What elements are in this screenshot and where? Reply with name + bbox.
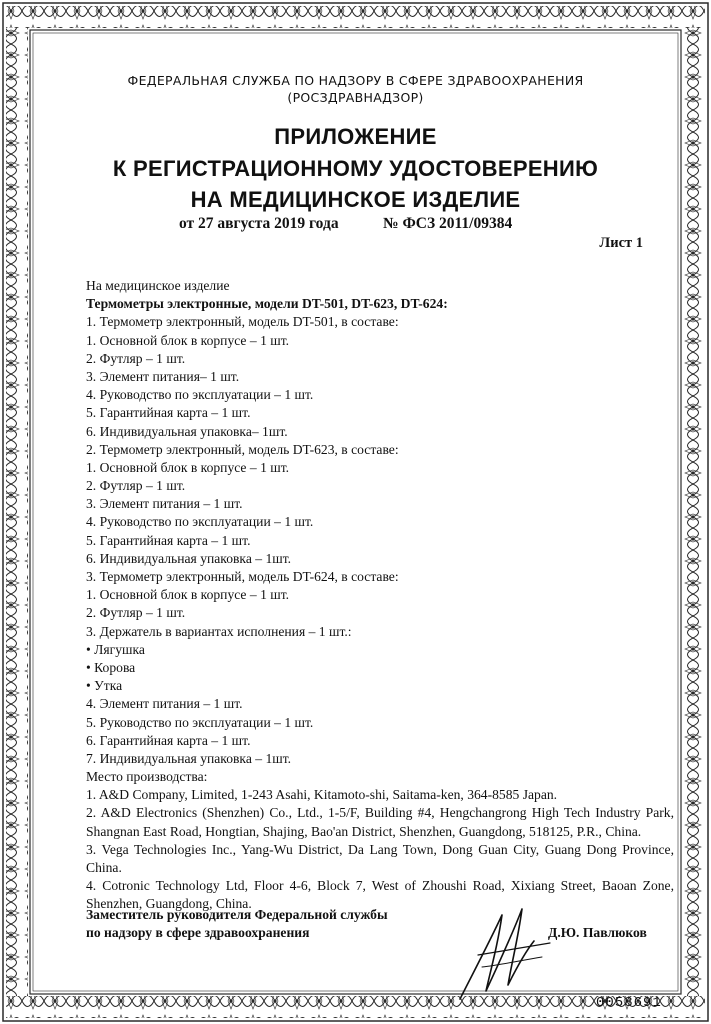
- issue-date: от 27 августа 2019 года: [179, 215, 339, 232]
- document-title: ПРИЛОЖЕНИЕ: [274, 124, 437, 149]
- body-line: 3. Термометр электронный, модель DT-624, в составе:: [86, 569, 399, 584]
- signatory-title: Заместитель руководителя Федеральной службы: [86, 907, 388, 922]
- body-line: 5. Гарантийная карта – 1 шт.: [86, 532, 251, 548]
- manufacturer-address: 3. Vega Technologies Inc., Yang-Wu District, Da Lang Town, Dong Guan City, Guang Dong Province, China.: [86, 841, 674, 876]
- body-line: • Лягушка: [86, 641, 145, 657]
- body-line: 5. Руководство по эксплуатации – 1 шт.: [86, 714, 314, 730]
- body-line: 4. Элемент питания – 1 шт.: [86, 696, 243, 712]
- sheet-number: Лист 1: [599, 235, 643, 251]
- serial-number: 0058691: [596, 995, 662, 1011]
- body-line: 3. Держатель в вариантах исполнения – 1 шт.:: [86, 623, 352, 639]
- manufacturer-address: 1. A&D Company, Limited, 1-243 Asahi, Kitamoto-shi, Saitama-ken, 364-8585 Japan.: [86, 787, 558, 803]
- device-name: Термометры электронные, модели DT-501, DT-623, DT-624:: [86, 296, 448, 312]
- body-line: 2. Термометр электронный, модель DT-623, в составе:: [86, 441, 399, 457]
- body-line: Место производства:: [86, 769, 208, 785]
- registration-number: № ФСЗ 2011/09384: [383, 215, 513, 232]
- body-line: 1. Основной блок в корпусе – 1 шт.: [86, 459, 290, 475]
- body-line: 2. Футляр – 1 шт.: [86, 350, 186, 366]
- signatory-name: Д.Ю. Павлюков: [548, 925, 647, 940]
- agency-abbreviation: (РОСЗДРАВНАДЗОР): [287, 90, 424, 105]
- body-line: На медицинское изделие: [86, 278, 230, 293]
- body-line: 1. Основной блок в корпусе – 1 шт.: [86, 332, 290, 348]
- handwritten-signature: [452, 895, 562, 1005]
- body-line: 6. Индивидуальная упаковка– 1шт.: [86, 423, 288, 439]
- signatory-title-line2: по надзору в сфере здравоохранения: [86, 925, 310, 940]
- body-line: 4. Руководство по эксплуатации – 1 шт.: [86, 387, 314, 403]
- body-line: 2. Футляр – 1 шт.: [86, 478, 186, 494]
- body-line: 3. Элемент питания – 1 шт.: [86, 496, 243, 512]
- body-line: 4. Руководство по эксплуатации – 1 шт.: [86, 514, 314, 530]
- body-line: 2. Футляр – 1 шт.: [86, 605, 186, 621]
- body-line: 6. Индивидуальная упаковка – 1шт.: [86, 550, 292, 566]
- body-line: 3. Элемент питания– 1 шт.: [86, 368, 240, 384]
- manufacturer-address: 2. A&D Electronics (Shenzhen) Co., Ltd., 1-5/F, Building #4, Hengchangrong High Tech Industry Park, Shangnan East Road, Hongtian, Shajing, Bao'an District, Shenzhen, Guangdong, 518125, P.R., China.: [86, 805, 674, 839]
- body-line: • Корова: [86, 659, 136, 675]
- agency-name: ФЕДЕРАЛЬНАЯ СЛУЖБА ПО НАДЗОРУ В СФЕРЕ ЗДРАВООХРАНЕНИЯ: [127, 73, 584, 88]
- body-line: 1. Термометр электронный, модель DT-501, в составе:: [86, 314, 399, 330]
- document-title-line3: НА МЕДИЦИНСКОЕ ИЗДЕЛИЕ: [190, 187, 521, 212]
- manufacturer-address: 4. Cotronic Technology Ltd, Floor 4-6, Block 7, West of Zhoushi Road, Xixiang Street, Baoan Zone, Shenzhen, Guangdong, China.: [86, 878, 674, 912]
- body-line: 7. Индивидуальная упаковка – 1шт.: [86, 750, 292, 766]
- body-line: • Утка: [86, 678, 123, 694]
- body-line: 1. Основной блок в корпусе – 1 шт.: [86, 587, 290, 603]
- body-line: 5. Гарантийная карта – 1 шт.: [86, 405, 251, 421]
- document-title-line2: К РЕГИСТРАЦИОННОМУ УДОСТОВЕРЕНИЮ: [112, 156, 599, 181]
- body-line: 6. Гарантийная карта – 1 шт.: [86, 732, 251, 748]
- document-body: [86, 277, 674, 914]
